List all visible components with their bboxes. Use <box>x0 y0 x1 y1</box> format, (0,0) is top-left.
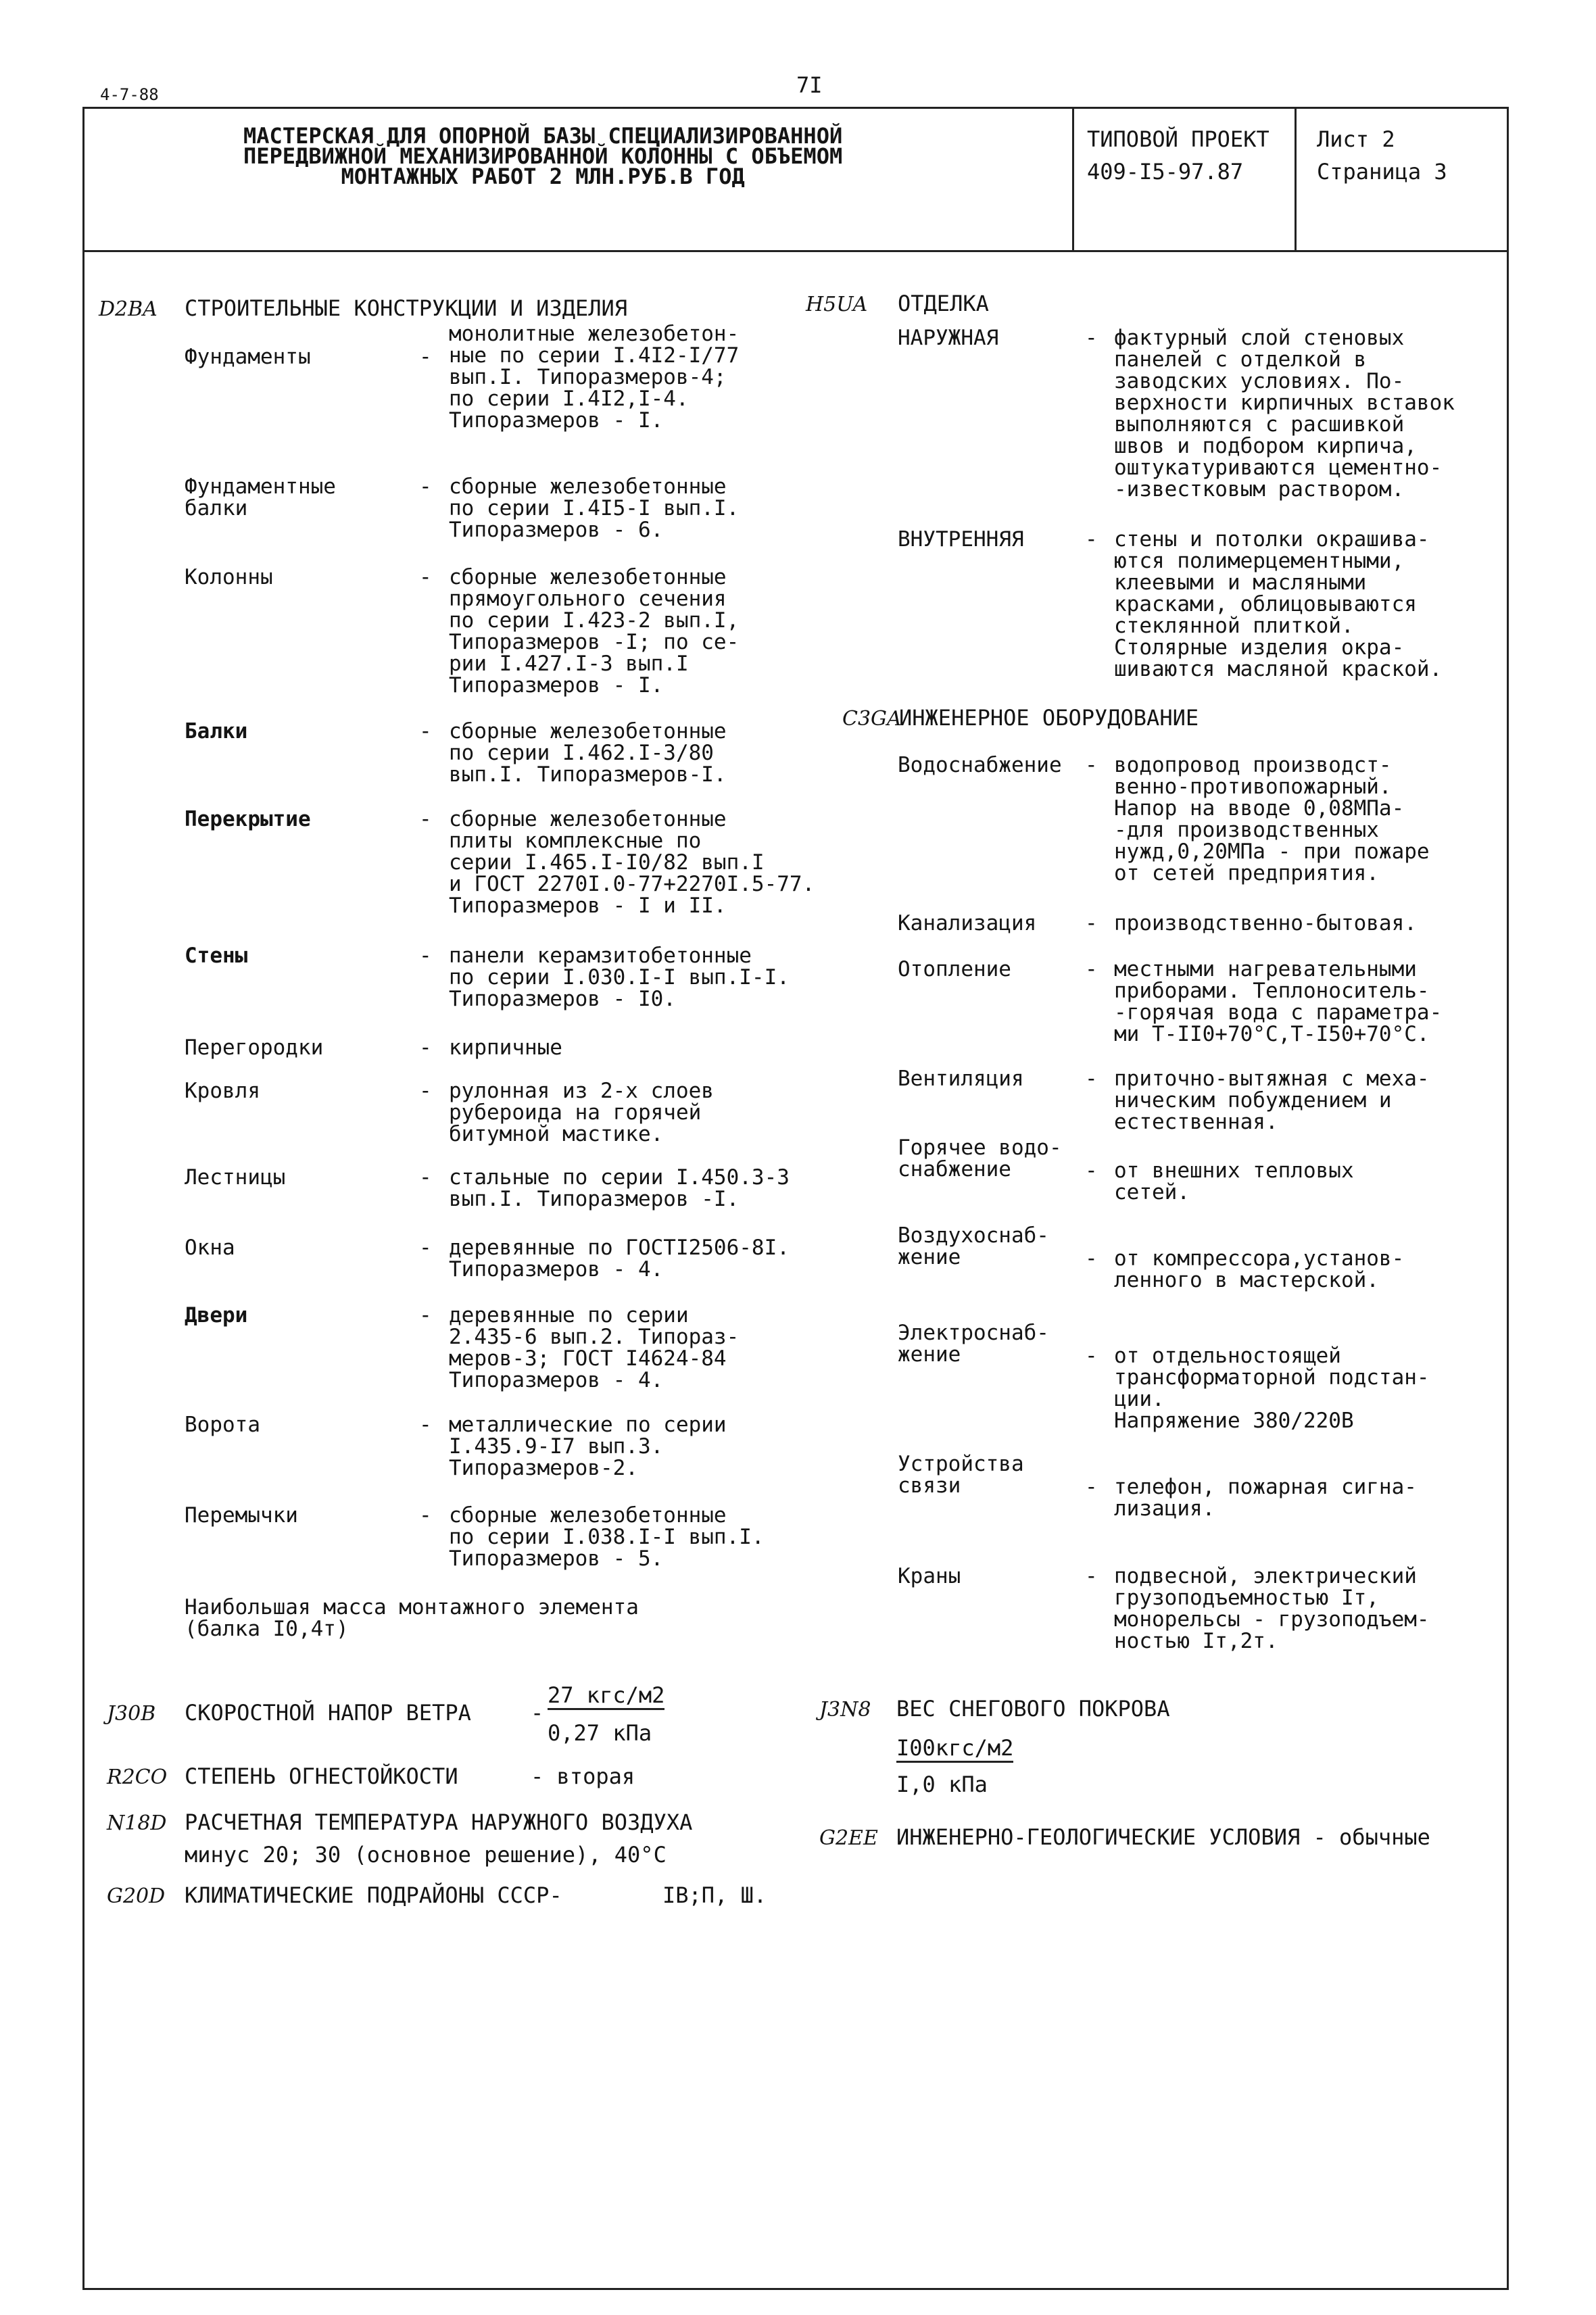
wind-code: J30B <box>107 1702 156 1726</box>
item-value: кирпичные <box>449 1035 562 1060</box>
item-value: подвесной, электрический грузоподъемностью Iт, монорельсы - грузоподъем- ностью Iт,2т. <box>1114 1564 1430 1653</box>
item-value: рулонная из 2-х слоев рубероида на горячей битумной мастике. <box>449 1079 714 1146</box>
item-value: деревянные по ГОСТI2506-8I. Типоразмеров - 4. <box>449 1236 790 1282</box>
item-label: Водоснабжение <box>898 753 1062 777</box>
item-dash: - <box>1085 1246 1098 1271</box>
item-dash: - <box>419 1079 432 1103</box>
item-value: сборные железобетонные плиты комплексные по серии I.465.I-I0/82 вып.I и ГОСТ 2270I.0-77+2270I.5-77. Типоразмеров - I и II. <box>449 807 815 918</box>
item-dash: - <box>419 807 432 831</box>
project-label: ТИПОВОЙ ПРОЕКТ <box>1087 126 1269 152</box>
item-dash: - <box>419 1503 432 1528</box>
item-value: телефон, пожарная сигна- лизация. <box>1114 1475 1417 1521</box>
item-dash: - <box>1085 1159 1098 1183</box>
item-dash: - <box>1085 1475 1098 1499</box>
item-label: Лестницы <box>185 1165 286 1190</box>
item-label: Горячее водо- снабжение <box>898 1136 1062 1181</box>
section-title-engineering: ИНЖЕНЕРНОЕ ОБОРУДОВАНИЕ <box>899 705 1199 731</box>
section-title-structures: СТРОИТЕЛЬНЫЕ КОНСТРУКЦИИ И ИЗДЕЛИЯ <box>185 295 628 321</box>
item-label: ВНУТРЕННЯЯ <box>898 527 1024 552</box>
item-label: Краны <box>898 1564 961 1588</box>
item-value: от компрессора,установ- ленного в мастерской. <box>1114 1246 1405 1292</box>
item-label: Вентиляция <box>898 1067 1024 1091</box>
item-dash: - <box>1085 753 1098 777</box>
item-dash: - <box>419 1165 432 1190</box>
temp-code: N18D <box>107 1811 167 1835</box>
item-dash: - <box>419 1035 432 1060</box>
snow-numerator <box>896 1737 1013 1763</box>
item-value: сборные железобетонные прямоугольного сечения по серии I.423-2 вып.I, Типоразмеров -I; по се- рии I.427.I-3 вып.I Типоразмеров - I. <box>449 565 740 698</box>
section-title-finish: ОТДЕЛКА <box>898 291 989 316</box>
section-code-engineering: C3GA <box>842 707 902 731</box>
item-dash: - <box>419 719 432 744</box>
item-value: деревянные по серии 2.435-6 вып.2. Типораз- меров-3; ГОСТ I4624-84 Типоразмеров - 4. <box>449 1303 740 1392</box>
section-code-finish: H5UA <box>806 293 868 316</box>
geology-label: ИНЖЕНЕРНО-ГЕОЛОГИЧЕСКИЕ УСЛОВИЯ - обычные <box>896 1824 1430 1850</box>
item-value: стены и потолки окрашива- ются полимерцементными, клеевыми и масляными красками, облицовываются стеклянной плиткой. Столярные изделия окра- шиваются масляной краской. <box>1114 527 1443 681</box>
item-value: фактурный слой стеновых панелей с отделкой в заводских условиях. По- верхности кирпичных вставок выполняются с расшивкой швов и подбором кирпича, оштукатуриваются цементно- -известковым раствором. <box>1114 326 1455 502</box>
wind-label: СКОРОСТНОЙ НАПОР ВЕТРА <box>185 1700 471 1726</box>
item-value: приточно-вытяжная с меха- ническим побуждением и естественная. <box>1114 1067 1430 1134</box>
item-label: Балки <box>185 719 248 744</box>
climate-value: IВ;П, Ш. <box>662 1882 767 1908</box>
climate-label: КЛИМАТИЧЕСКИЕ ПОДРАЙОНЫ СССР- <box>185 1882 562 1908</box>
item-dash: - <box>1085 326 1098 350</box>
item-dash: - <box>419 1413 432 1437</box>
item-dash: - <box>1085 1344 1098 1368</box>
snow-label: ВЕС СНЕГОВОГО ПОКРОВА <box>896 1696 1170 1722</box>
item-value: сборные железобетонные по серии I.462.I-3/80 вып.I. Типоразмеров-I. <box>449 719 727 787</box>
item-label: Отопление <box>898 957 1011 981</box>
item-label: Фундаменты <box>185 345 311 369</box>
doc-ref: 4-7-88 <box>100 85 159 104</box>
temp-label: РАСЧЕТНАЯ ТЕМПЕРАТУРА НАРУЖНОГО ВОЗДУХА <box>185 1809 693 1835</box>
snow-numerator-text: I00кгс/м2 <box>896 1737 1013 1763</box>
temp-value: минус 20; 30 (основное решение), 40°С <box>185 1842 667 1868</box>
max-mass-note: Наибольшая масса монтажного элемента (балка I0,4т) <box>185 1595 639 1641</box>
sheet-number: Лист 2 <box>1317 126 1395 152</box>
item-label: Фундаментные балки <box>185 474 336 520</box>
item-value: от внешних тепловых сетей. <box>1114 1159 1354 1204</box>
header-divider-1 <box>1072 107 1074 251</box>
item-value: монолитные железобетон- ные по серии I.4I2-I/77 вып.I. Типоразмеров-4; по серии I.4I2,I-4. Типоразмеров - I. <box>449 322 740 433</box>
wind-numerator-text: 27 кгс/м2 <box>548 1684 664 1710</box>
item-value: сборные железобетонные по серии I.038.I-I вып.I. Типоразмеров - 5. <box>449 1503 765 1571</box>
item-dash: - <box>419 345 432 369</box>
item-label: Ворота <box>185 1413 260 1437</box>
item-label: Двери <box>185 1303 248 1327</box>
project-number: 409-I5-97.87 <box>1087 159 1244 185</box>
item-label: Воздухоснаб- жение <box>898 1223 1049 1269</box>
item-label: Устройства связи <box>898 1452 1024 1498</box>
item-value: сборные железобетонные по серии I.4I5-I вып.I. Типоразмеров - 6. <box>449 474 740 542</box>
item-dash: - <box>1085 1564 1098 1588</box>
item-value: металлические по серии I.435.9-I7 вып.3. Типоразмеров-2. <box>449 1413 727 1480</box>
item-dash: - <box>1085 1067 1098 1091</box>
item-label: Кровля <box>185 1079 260 1103</box>
item-dash: - <box>419 474 432 499</box>
item-label: Перекрытие <box>185 807 311 831</box>
wind-dash: - <box>531 1700 544 1726</box>
item-dash: - <box>419 565 432 589</box>
item-label: Окна <box>185 1236 235 1260</box>
item-label: Канализация <box>898 911 1037 935</box>
item-label: Перемычки <box>185 1503 298 1528</box>
header-divider-2 <box>1295 107 1297 251</box>
page-number: 7I <box>796 72 823 98</box>
item-dash: - <box>419 1236 432 1260</box>
climate-code: G20D <box>107 1884 166 1908</box>
item-value: от отдельностоящей трансформаторной подстан- ции. Напряжение 380/220В <box>1114 1344 1430 1433</box>
item-label: Колонны <box>185 565 273 589</box>
item-label: Перегородки <box>185 1035 324 1060</box>
item-value: панели керамзитобетонные по серии I.030.I-I вып.I-I. Типоразмеров - I0. <box>449 944 790 1011</box>
item-dash: - <box>419 944 432 968</box>
item-label: НАРУЖНАЯ <box>898 326 999 350</box>
snow-code: J3N8 <box>819 1698 871 1722</box>
section-code-structures: D2BA <box>99 297 158 321</box>
item-dash: - <box>1085 911 1098 935</box>
wind-denominator: 0,27 кПа <box>548 1720 652 1746</box>
item-value: производственно-бытовая. <box>1114 911 1417 935</box>
item-label: Электроснаб- жение <box>898 1321 1049 1367</box>
geology-code: G2EE <box>819 1826 878 1850</box>
item-label: Стены <box>185 944 248 968</box>
page-label: Страница 3 <box>1317 159 1447 185</box>
fire-label: СТЕПЕНЬ ОГНЕСТОЙКОСТИ <box>185 1763 458 1789</box>
item-value: водопровод производст- венно-противопожарный. Напор на вводе 0,08МПа- -для производственных нужд,0,20МПа - при пожаре от сетей предприятия. <box>1114 753 1430 885</box>
item-dash: - <box>419 1303 432 1327</box>
fire-code: R2CO <box>107 1765 168 1789</box>
item-dash: - <box>1085 957 1098 981</box>
wind-numerator <box>548 1684 664 1710</box>
fire-value: - вторая <box>531 1763 635 1789</box>
item-value: местными нагревательными приборами. Теплоноситель- -горячая вода с параметра- ми Т-II0+70°С,Т-I50+70°С. <box>1114 957 1443 1046</box>
item-dash: - <box>1085 527 1098 552</box>
item-value: стальные по серии I.450.3-3 вып.I. Типоразмеров -I. <box>449 1165 790 1211</box>
header-title: МАСТЕРСКАЯ ДЛЯ ОПОРНОЙ БАЗЫ СПЕЦИАЛИЗИРОВАННОЙ ПЕРЕДВИЖНОЙ МЕХАНИЗИРОВАННОЙ КОЛОННЫ С ОБЪЕМОМ МОНТАЖНЫХ РАБОТ 2 МЛН.РУБ.В ГОД <box>243 123 843 189</box>
snow-denominator: I,0 кПа <box>896 1772 988 1797</box>
